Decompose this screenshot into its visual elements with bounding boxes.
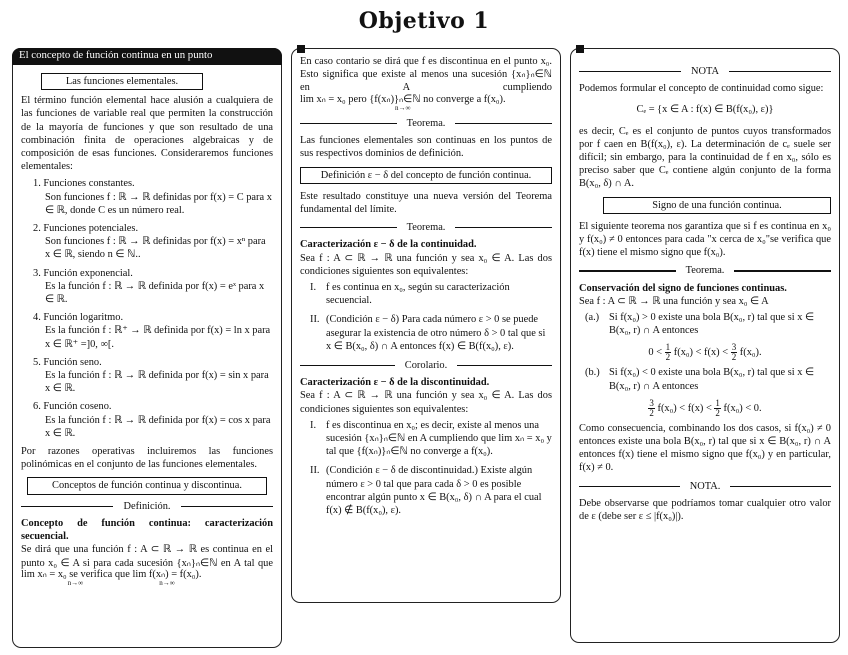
- sign-paragraph: El siguiente teorema nos garantiza que si f es continua en x₀ y f(x₀) ≠ 0 entonces para cada "x cerca de x₀"se verifica que f(x) tiene el mismo signo que f(x₀).: [579, 220, 831, 259]
- page-title: Objetivo 1: [358, 8, 490, 34]
- theorem-intro: Sea f : A ⊂ ℝ → ℝ una función y sea x₀ ∈ A. Las dos condiciones siguientes son equivalentes:: [300, 252, 552, 277]
- list-item: 4. Función logaritmo. Es la función f : ℝ⁺ → ℝ definida por f(x) = ln x para x ∈ ℝ⁺ =]0, ∞[.: [33, 312, 271, 350]
- note-rule: NOTA.: [579, 480, 831, 493]
- list-item: 1. Funciones constantes. Son funciones f : ℝ → ℝ definidas por f(x) = C para x ∈ ℝ, donde C es un número real.: [33, 178, 272, 216]
- list-item: 6. Función coseno. Es la función f : ℝ → ℝ definida por f(x) = cos x para x ∈ ℝ.: [33, 401, 271, 439]
- limit-expr: lim f(xₙ) = f(x₀). n→∞: [132, 568, 202, 588]
- theorem-rule: Teorema.: [300, 221, 552, 234]
- list-item: (a.) Si f(x₀) > 0 existe una bola B(x₀, r) tal que si x ∈ B(x₀, r) ∩ A entonces: [585, 312, 815, 337]
- corner-marker: [297, 45, 305, 53]
- note-paragraph-2: Debe observarse que podríamos tomar cualquier otro valor de ε (debe ser ε ≤ |f(x₀)|).: [579, 497, 831, 523]
- sign-cases: [585, 366, 831, 392]
- limit-expr: lim xₙ = x₀ pero {f(xₙ)}ₙ∈ℕ no converge a f(x₀). n→∞: [300, 93, 506, 113]
- list-item: 2. Funciones potenciales. Son funciones f : ℝ → ℝ definidas por f(x) = xⁿ para x ∈ ℝ, siendo n ∈ ℕ..: [33, 223, 266, 261]
- discontinuity-paragraph: En caso contario se dirá que f es discontinua en el punto x₀. Esto significa que existe al menos una sucesión {xₙ}ₙ∈ℕ en A cumpliendo lim xₙ = x₀ pero {f(xₙ)}ₙ∈ℕ no converge a f(x₀). n→∞: [300, 56, 552, 113]
- note-rule: NOTA: [579, 65, 831, 78]
- column-1-header: El concepto de función continua en un punto: [12, 48, 282, 65]
- theorem-title: Caracterización ε − δ de la continuidad.: [300, 239, 477, 251]
- condition-list: [310, 281, 552, 353]
- consequence-paragraph: Como consecuencia, combinando los dos casos, si f(x₀) ≠ 0 entonces existe una bola B(x₀, r) tal que si x ∈ B(x₀, r) ∩ A entonces f(x) tiene el mismo signo que f(x₀) y en particular, f(x) ≠ 0.: [579, 422, 831, 474]
- theorem-rule: Teorema.: [300, 117, 552, 130]
- section-box-funciones-elementales: Las funciones elementales.: [41, 73, 203, 90]
- column-3: [570, 48, 840, 643]
- condition-list: [310, 419, 552, 517]
- elementary-functions-list: [33, 177, 273, 440]
- column-1: [12, 48, 282, 648]
- list-item: II. (Condición ε − δ de discontinuidad.) Existe algún número ε > 0 tal que para cada δ > 0 es posible encontrar algún punto x ∈ B(x₀, δ) ∩ A para el cual f(x) ∉ B(f(x₀), ε).: [310, 465, 542, 517]
- corner-marker: [576, 45, 584, 53]
- corollary-rule: Corolario.: [300, 359, 552, 372]
- sign-cases: [585, 311, 831, 337]
- theorem-title: Conservación del signo de funciones continuas.: [579, 282, 787, 294]
- theorem-rule: Teorema.: [579, 264, 831, 277]
- list-item: (b.) Si f(x₀) < 0 existe una bola B(x₀, r) tal que si x ∈ B(x₀, r) ∩ A entonces: [585, 367, 815, 392]
- section-box-conceptos: Conceptos de función continua y discontinua.: [27, 477, 267, 494]
- result-paragraph: Este resultado constituye una nueva versión del Teorema fundamental del límite.: [300, 190, 552, 216]
- definition-rule: Definición.: [21, 500, 273, 513]
- corollary-title: Caracterización ε − δ de la discontinuidad.: [300, 377, 490, 389]
- set-explanation: es decir, Cₑ es el conjunto de puntos cuyos transformados por f caen en B(f(x₀), ε). La determinación de cₑ suele ser difícil; sin embargo, para la continuidad de f en x₀, sólo es preciso saber que Cₑ contiene algún conjunto de la forma B(x₀, δ) ∩ A.: [579, 125, 831, 190]
- inequality-a: 0 < $\frac{1}{2}$ f(x₀) < f(x) < $\frac{3}{2}$ f(x₀).: [648, 342, 762, 363]
- section-box-signo: Signo de una función continua.: [603, 197, 831, 214]
- theorem-elementary-continuous: Las funciones elementales son continuas en los puntos de sus respectivos dominios de definición.: [300, 135, 552, 160]
- section-box-epsilon-delta: Definición ε − δ del concepto de función continua.: [300, 167, 552, 184]
- theorem-intro: Sea f : A ⊂ ℝ → ℝ una función y sea x₀ ∈ A: [579, 295, 769, 307]
- list-item: II. (Condición ε − δ) Para cada número ε > 0 se puede asegurar la existencia de otro número δ > 0 tal que si x ∈ B(x₀, δ) ∩ A entonces f(x) ∈ B(f(x₀), ε).: [310, 314, 546, 352]
- corollary-intro: Sea f : A ⊂ ℝ → ℝ una función y sea x₀ ∈ A. Las dos condiciones siguientes son equivalentes:: [300, 390, 552, 415]
- definition-body: Se dirá que una función f : A ⊂ ℝ → ℝ es continua en el punto x₀ ∈ A si para cada sucesión {xₙ}ₙ∈ℕ en A tal que lim xₙ = x₀ se verifica que n→∞ lim f(xₙ) = f(x₀). n→∞: [21, 544, 273, 588]
- list-item: I. f es continua en x₀, según su caracterización secuencial.: [310, 282, 510, 307]
- outro-paragraph: Por razones operativas incluiremos las funciones polinómicas en el conjunto de las funciones elementales.: [21, 446, 273, 471]
- list-item: 3. Función exponencial. Es la función f : ℝ → ℝ definida por f(x) = eˣ para x ∈ ℝ.: [33, 267, 265, 306]
- set-equation: Cₑ = {x ∈ A : f(x) ∈ B(f(x₀), ε)}: [636, 104, 774, 116]
- intro-paragraph: El término función elemental hace alusión a cualquiera de las funciones de variable real que permiten la construcción de la mayoría de funciones y que son resultado de una combinación finita de operaciones algebraicas y de composición de esas funciones. Consideraremos funciones elementales:: [21, 95, 273, 173]
- column-2: [291, 48, 561, 603]
- definition-title: Concepto de función continua: caracterización secuencial.: [21, 517, 273, 543]
- list-item: I. f es discontinua en x₀; es decir, existe al menos una sucesión {xₙ}ₙ∈ℕ en A cumpliendo que lim xₙ = x₀ y tal que {f(xₙ)}ₙ∈ℕ no converge a f(x₀).: [310, 419, 552, 458]
- limit-expr: lim xₙ = x₀ se verifica que n→∞: [21, 568, 130, 588]
- inequality-b: $\frac{3}{2}$ f(x₀) < f(x) < $\frac{1}{2}$ f(x₀) < 0.: [649, 397, 762, 418]
- note-paragraph: Podemos formular el concepto de continuidad como sigue:: [579, 83, 824, 95]
- list-item: 5. Función seno. Es la función f : ℝ → ℝ definida por f(x) = sin x para x ∈ ℝ.: [33, 356, 269, 395]
